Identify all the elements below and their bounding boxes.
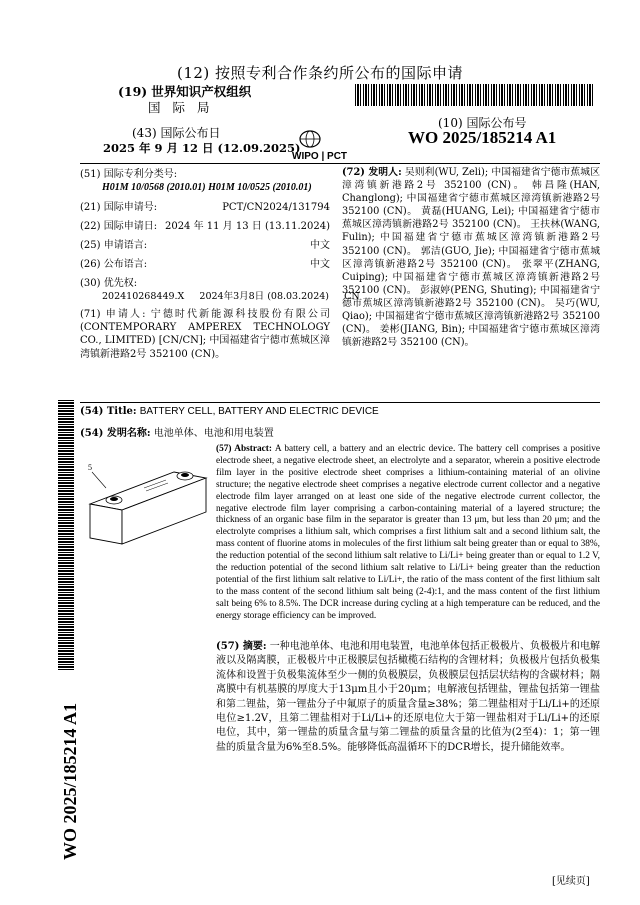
side-publication-number: WO 2025/185214 A1 [60,702,80,860]
abstract-zh-text: 一种电池单体、电池和用电装置，电池单体包括正极极片、负极极片和电解液以及隔离膜，正极极片中正极膜层包括橄榄石结构的含锂材料；负极极片包括负极集流体和设置于负极集流体至少一侧的负极膜层，负极膜层包括层状结构的含碳材料；隔离膜中有机基膜的厚度大于13μm且小于20μm；电解液包括锂盐，锂盐包括第一锂盐和第二锂盐，第一锂盐分子中氟原子的质量含量≥38%；第二锂盐相对于Li/Li+的还原电位≥1.2V，且第二锂盐相对于Li/Li+的还原电位大于第一锂盐相对于Li/Li+的还原电位，其中，第一锂盐的质量含量与第二锂盐的质量含量的比值为(2至4)：1；第一锂盐的质量含量为6%至8.5%。能够降低高温循环下的DCR增长，提升储能效率。 [216,641,600,753]
filing-language: 中文 [310,240,330,251]
figure-reference-numeral: 5 [88,463,92,472]
org-bureau: 国 际 局 [148,100,214,115]
abstract-en-text: A battery cell, a battery and an electric device. The battery cell comprises a positive electrode sheet, a negative electrode sheet, an electrolyte and a separator, wherein a positive electrode film layer in the positive electrode sheet comprises a lithium-containing material of an olivine structure; the negative electrode sheet comprises a negative electrode current collector and a negative electrode film layer arranged on at least one side of the negative electrode current collector, the negative electrode film layer comprising a carbon-containing material of a layered structure; the thickness of an organic base film in the separator is greater than 13 μm, but less than 20 μm; and the electrolyte comprises a lithium salt, which comprises a first lithium salt and a second lithium salt, the mass content of fluorine atoms in molecules of the first lithium salt being greater than or equal to 38%, the reduction potential of the second lithium salt relative to Li/Li+ being greater than or equal to 1.2 V, the reduction potential of the second lithium salt relative to Li/Li+ being greater than the reduction potential of the first lithium salt relative to Li/Li+, the ratio of the mass content of the first lithium salt to the mass content of the second lithium salt being (2-4):1, and the mass content of the first lithium salt being 6% to 8.5%. The DCR increase during cycling at a high temperature can be reduced, and the energy storage efficiency can be improved. [216,444,600,621]
barcode-top [355,84,595,106]
organization-block [118,84,251,116]
inventors-label: (72) 发明人: [342,167,402,178]
title-zh-label: (54) 发明名称: [80,428,151,439]
title-zh: 电池单体、电池和用电装置 [153,428,274,439]
publication-date-label: (43) 国际公布日 [132,126,221,140]
publication-language-field [80,258,330,271]
filing-date-label: (22) 国际申请日: [80,221,158,232]
app-number-label: (21) 国际申请号: [80,202,158,213]
abstract-zh [216,640,600,755]
ipc-value: H01M 10/0568 (2010.01) H01M 10/0525 (2010.01) [102,182,312,194]
continued-note: [见续页] [552,876,590,887]
abstract-en [216,444,600,623]
battery-cell-figure [82,448,212,548]
ipc-label: (51) 国际专利分类号: [80,169,178,180]
publication-number: WO 2025/185214 A1 [408,128,557,147]
ipc-field [80,168,330,194]
barcode-side [58,400,74,670]
publication-number-label: (10) 国际公布号 [438,116,527,130]
abstract-zh-label: (57) 摘要: [216,641,267,652]
abstract-en-label: (57) Abstract: [216,444,272,454]
publication-language-label: (26) 公布语言: [80,259,148,270]
priority-label: (30) 优先权: [80,278,138,289]
inventors-value: 吴则利(WU, Zeli); 中国福建省宁德市蕉城区漳湾镇新港路2号 352100 (CN)。 韩昌隆(HAN, Changlong); 中国福建省宁德市蕉城区漳湾镇新港路2号 352100 (CN)。 黄磊(HUANG, Lei); 中国福建省宁德市蕉城区漳湾镇新港路2号 352100 (CN)。 王扶林(WANG, Fulin); 中国福建省宁德市蕉城区漳湾镇新港路2号 352100 (CN)。 郭洁(GUO, Jie); 中国福建省宁德市蕉城区漳湾镇新港路2号 352100 (CN)。 张翠平(ZHANG, Cuiping); 中国福建省宁德市蕉城区漳湾镇新港路2号 352100 (CN)。 彭淑婷(PENG, Shuting); 中国福建省宁德市蕉城区漳湾镇新港路2号 352100 (CN)。 吴巧(WU, Qiao); 中国福建省宁德市蕉城区漳湾镇新港路2号 352100 (CN)。 姜彬(JIANG, Bin); 中国福建省宁德市蕉城区漳湾镇新港路2号 352100 (CN)。 [342,167,600,349]
title-divider [80,402,600,403]
filing-language-field [80,239,330,252]
app-number: PCT/CN2024/131794 [222,202,330,213]
title-en-label: (54) Title: [80,406,137,417]
priority-value: 202410268449.X 2024年3月8日 (08.03.2024) CN [102,291,360,303]
applicant-field [80,308,330,361]
filing-date-field [80,220,330,233]
document-type-heading: (12) 按照专利合作条约所公布的国际申请 [176,64,464,82]
filing-date: 2024 年 11 月 13 日 (13.11.2024) [164,221,330,232]
title-en-row [80,406,600,417]
title-zh-row [80,424,600,439]
org-name: 世界知识产权组织 [151,84,252,99]
publication-language: 中文 [310,259,330,270]
filing-language-label: (25) 申请语言: [80,240,148,251]
wipo-pct-logo [292,128,372,162]
logo-text: WIPO | PCT [292,151,348,162]
publication-date: 2025 年 9 月 12 日 (12.09.2025) [103,141,301,155]
inventors-field [342,166,600,349]
header-divider [80,163,600,164]
applicant-value: 宁德时代新能源科技股份有限公司 (CONTEMPORARY AMPEREX TECHNOLOGY CO., LIMITED) [CN/CN]; 中国福建省宁德市蕉城区漳湾镇新港路2号 352100 (CN)。 [80,309,331,360]
title-en: BATTERY CELL, BATTERY AND ELECTRIC DEVICE [139,406,379,417]
app-number-field [80,201,330,214]
org-code: (19) [118,84,148,99]
priority-field [80,277,360,303]
applicant-label: (71) 申请人: [80,309,146,320]
